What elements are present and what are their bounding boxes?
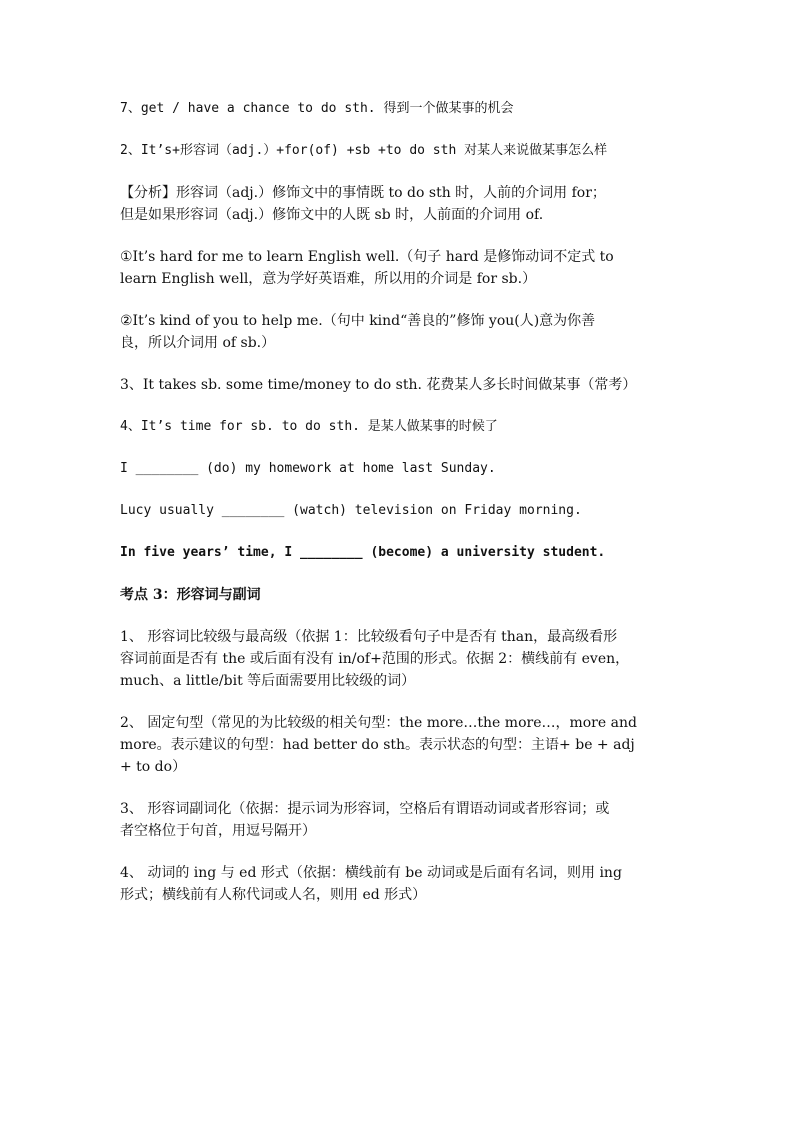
text-line: 2、It’s+形容词（adj.）+for(of) +sb +to do sth 对某人来说做某事怎么样 [120, 143, 608, 158]
text-line: 形式；横线前有人称代词或人名，则用 ed 形式） [120, 887, 427, 903]
exercise-line-bold: In five years’ time, I ________ (become) a university student. [120, 545, 606, 560]
text-line: 【分析】形容词（adj.）修饰文中的事情既 to do sth 时，人前的介词用 for； [120, 185, 606, 201]
text-line: much、a little/bit 等后面需要用比较级的词） [120, 673, 416, 689]
text-line: 者空格位于句首，用逗号隔开） [120, 823, 316, 839]
text-line: learn English well，意为学好英语难，所以用的介词是 for sb.） [120, 271, 537, 287]
text-line: ②It’s kind of you to help me.（句中 kind“善良的”修饰 you(人)意为你善 [120, 313, 596, 329]
text-line: 容词前面是否有 the 或后面有没有 in/of+范围的形式。依据 2：横线前有 even， [120, 651, 630, 667]
text-line: 4、 动词的 ing 与 ed 形式（依据：横线前有 be 动词或是后面有名词，则用 ing [120, 865, 622, 881]
exercise-line: I ________ (do) my homework at home last Sunday. [120, 461, 496, 476]
document-page [120, 98, 680, 926]
text-line: 4、It’s time for sb. to do sth. 是某人做某事的时候了 [120, 419, 498, 434]
text-line: more。表示建议的句型：had better do sth。表示状态的句型：主语+ be + adj [120, 737, 635, 753]
exercise-line: Lucy usually ________ (watch) television on Friday morning. [120, 503, 582, 518]
text-line: 7、get / have a chance to do sth. 得到一个做某事的机会 [120, 101, 514, 116]
text-line: 但是如果形容词（adj.）修饰文中的人既 sb 时，人前面的介词用 of. [120, 207, 544, 223]
text-line: 良，所以介词用 of sb.） [120, 335, 276, 351]
text-line: 3、It takes sb. some time/money to do sth. 花费某人多长时间做某事（常考） [120, 377, 637, 393]
section-heading: 考点 3：形容词与副词 [120, 587, 261, 603]
text-line: 2、 固定句型（常见的为比较级的相关句型：the more…the more…，more and [120, 715, 637, 731]
text-line: ①It’s hard for me to learn English well.（句子 hard 是修饰动词不定式 to [120, 249, 614, 265]
text-line: 3、 形容词副词化（依据：提示词为形容词，空格后有谓语动词或者形容词；或 [120, 801, 610, 817]
text-line: + to do） [120, 759, 187, 775]
text-line: 1、 形容词比较级与最高级（依据 1：比较级看句子中是否有 than，最高级看形 [120, 629, 618, 645]
